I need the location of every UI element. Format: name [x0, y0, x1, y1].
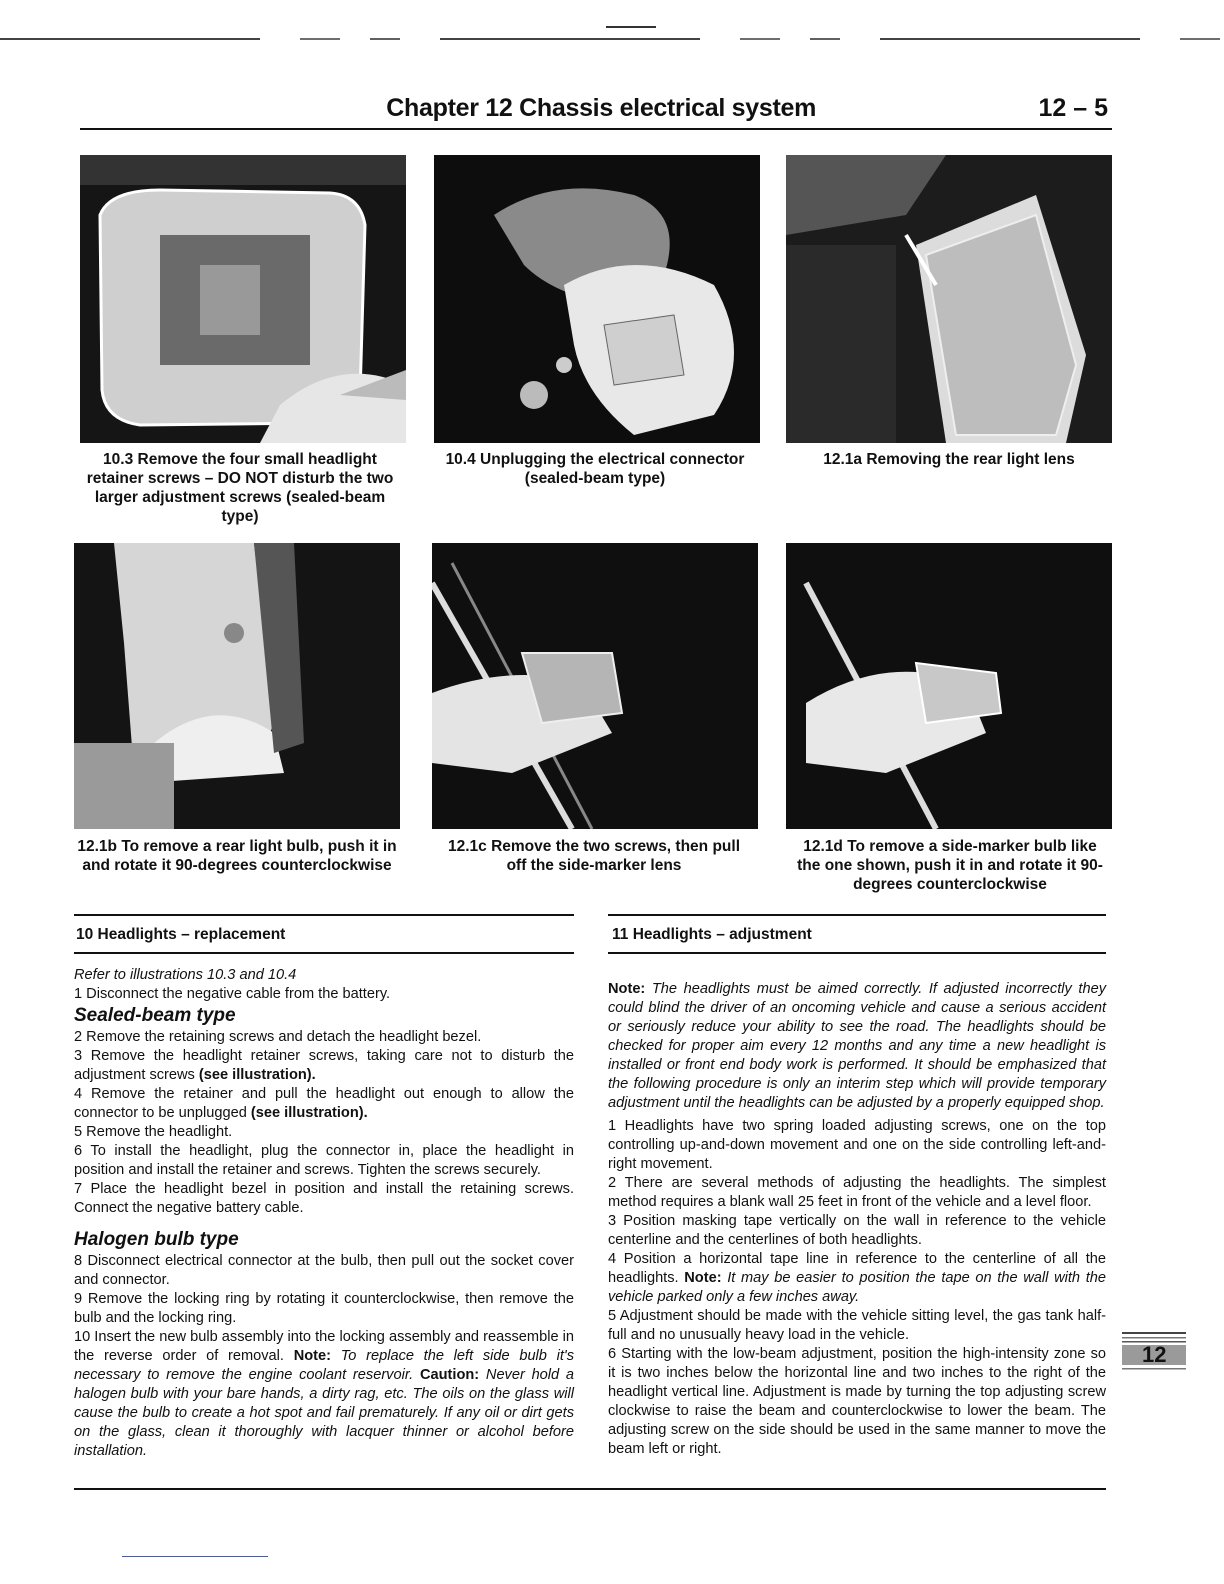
- see-illustration-link: (see illustration).: [250, 1105, 368, 1121]
- photo-rear-light-bulb: [74, 543, 400, 829]
- subhead-halogen-bulb: Halogen bulb type: [74, 1229, 239, 1250]
- page-header: [80, 92, 1112, 130]
- photo-side-marker-bulb: [786, 543, 1112, 829]
- note-label: Note:: [608, 981, 646, 997]
- scan-artifact-line: [0, 38, 1224, 40]
- figure-caption-10-3: 10.3 Remove the four small headlight retainer screws – DO NOT disturb the two larger adjustment screws (sealed-beam type): [86, 451, 394, 525]
- section-10-top-rule: [74, 914, 574, 916]
- section-10-title: 10 Headlights – replacement: [76, 926, 286, 943]
- step-11-1: 1 Headlights have two spring loaded adjusting screws, one on the top controlling up-and-down movement and one on the side controlling left-and-right movement.: [608, 1118, 1106, 1172]
- see-illustration-link: (see illustration).: [198, 1067, 316, 1083]
- photo-side-marker-lens: [432, 543, 758, 829]
- step-10-3: [74, 1047, 574, 1085]
- step-10-4: [74, 1085, 574, 1123]
- step-10-2: 2 Remove the retaining screws and detach the headlight bezel.: [74, 1029, 482, 1045]
- photo-headlight-retainer-screws: [80, 155, 406, 443]
- scan-artifact-footer-line: [122, 1556, 268, 1557]
- figure-caption-12-1d: 12.1d To remove a side-marker bulb like the one shown, push it in and rotate it 90-degrees counterclockwise: [797, 838, 1103, 893]
- section-11-body: [608, 980, 1106, 1459]
- note-label: Note:: [684, 1270, 722, 1286]
- scan-artifact-dash: [606, 26, 656, 28]
- step-11-4: [608, 1250, 1106, 1307]
- step-10-5: 5 Remove the headlight.: [74, 1124, 233, 1140]
- figure-caption-12-1a: 12.1a Removing the rear light lens: [823, 451, 1075, 468]
- note-label: Note:: [293, 1348, 331, 1364]
- step-10-6: 6 To install the headlight, plug the connector in, place the headlight in position and install the retainer and screws. Tighten the screws securely.: [74, 1143, 574, 1178]
- subhead-sealed-beam: Sealed-beam type: [74, 1005, 236, 1026]
- section-10-body: [74, 966, 574, 1461]
- step-11-3: 3 Position masking tape vertically on the wall in reference to the vehicle centerline and the centerlines of both headlights.: [608, 1213, 1106, 1248]
- step-10-3-text: 3 Remove the headlight retainer screws, taking care not to disturb the adjustment screws: [74, 1048, 574, 1083]
- page-bottom-rule: [74, 1488, 1106, 1490]
- refer-illustrations: Refer to illustrations 10.3 and 10.4: [74, 967, 297, 983]
- section-11-title: 11 Headlights – adjustment: [612, 926, 812, 943]
- step-10-9: 9 Remove the locking ring by rotating it counterclockwise, then remove the bulb and the locking ring.: [74, 1291, 574, 1326]
- step-10-8: 8 Disconnect electrical connector at the bulb, then pull out the socket cover and connector.: [74, 1253, 574, 1288]
- photo-rear-light-lens: [786, 155, 1112, 443]
- step-10-10: [74, 1328, 574, 1461]
- step-11-2: 2 There are several methods of adjusting the headlights. The simplest method requires a blank wall 25 feet in front of the vehicle and a level floor.: [608, 1175, 1106, 1210]
- figure-caption-10-4: 10.4 Unplugging the electrical connector (sealed-beam type): [445, 451, 745, 487]
- section-11-bottom-rule: [608, 952, 1106, 954]
- step-10-4-text: 4 Remove the retainer and pull the headlight out enough to allow the connector to be unplugged: [74, 1086, 574, 1121]
- note-text: The headlights must be aimed correctly. If adjusted incorrectly they could blind the driver of an oncoming vehicle and cause a serious accident or seriously reduce your ability to see the road. The headlights should be checked for proper aim every 12 months and any time a new headlight is installed or front end body work is performed. It should be emphasized that the following procedure is only an interim step which will provide temporary adjustment until the headlights can be adjusted by a properly equipped shop.: [608, 981, 1106, 1111]
- step-11-5: 5 Adjustment should be made with the vehicle sitting level, the gas tank half-full and no unusually heavy load in the vehicle.: [608, 1308, 1106, 1343]
- step-10-7: 7 Place the headlight bezel in position and install the retaining screws. Connect the negative battery cable.: [74, 1181, 574, 1216]
- chapter-title: Chapter 12 Chassis electrical system: [386, 94, 816, 122]
- step-10-1: 1 Disconnect the negative cable from the battery.: [74, 986, 391, 1002]
- figure-caption-12-1b: 12.1b To remove a rear light bulb, push it in and rotate it 90-degrees counterclockwise: [77, 838, 397, 874]
- step-11-4-text: 4 Position a horizontal tape line in reference to the centerline of all the headlights.: [608, 1251, 1106, 1286]
- step-10-10-text: 10 Insert the new bulb assembly into the locking assembly and reassemble in the reverse order of removal.: [74, 1329, 574, 1364]
- note-text: It may be easier to position the tape on the wall with the vehicle parked only a few inches away.: [608, 1270, 1106, 1305]
- figure-caption-12-1c: 12.1c Remove the two screws, then pull off the side-marker lens: [447, 838, 740, 874]
- step-11-6: 6 Starting with the low-beam adjustment, position the high-intensity zone so it is two inches below the horizontal line and two inches to the right of the headlight vertical line. Adjustment is made by turning the top adjusting screw clockwise to raise the beam and counterclockwise to lower the beam. The adjusting screw on the side should be used in the same manner to move the beam left or right.: [608, 1346, 1106, 1457]
- thumb-tab-label: 12: [1142, 1342, 1167, 1367]
- photo-unplugging-connector: [434, 155, 760, 443]
- chapter-thumb-tab: [1122, 1328, 1186, 1374]
- note-text: To replace the left side bulb it's necessary to remove the engine coolant reservoir.: [74, 1348, 575, 1383]
- section-10-bottom-rule: [74, 952, 574, 954]
- caution-label: Caution:: [419, 1367, 480, 1383]
- caution-text: Never hold a halogen bulb with your bare hands, a dirty rag, etc. The oils on the glass will cause the bulb to create a hot spot and fail prematurely. If any oil or dirt gets on the glass, clean it thoroughly with lacquer thinner or alcohol before installation.: [74, 1367, 575, 1459]
- section-11-top-rule: [608, 914, 1106, 916]
- page-number: 12 – 5: [1038, 94, 1108, 122]
